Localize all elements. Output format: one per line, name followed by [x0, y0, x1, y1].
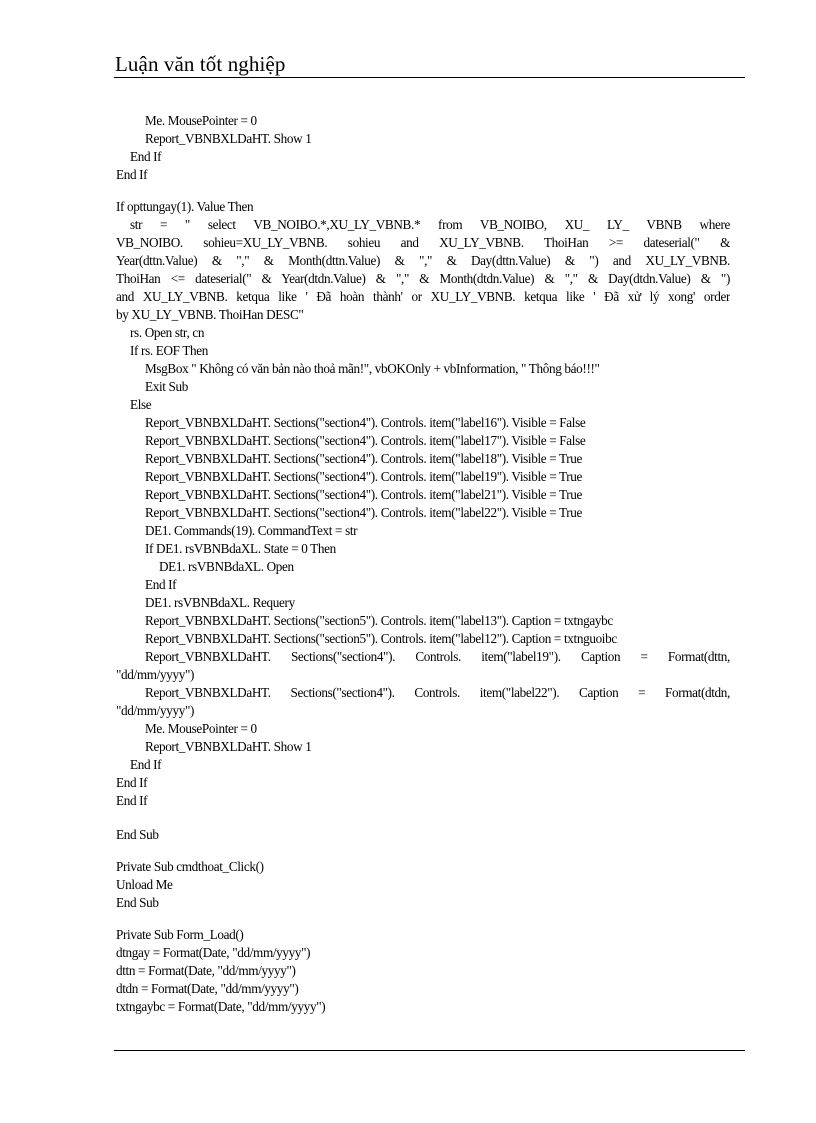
- code-line: End Sub: [116, 895, 159, 910]
- code-line: dttn = Format(Date, "dd/mm/yyyy"): [116, 963, 296, 978]
- code-line: Report_VBNBXLDaHT. Sections("section4"). Controls. item("label19"). Visible = True: [145, 469, 583, 484]
- code-line: Report_VBNBXLDaHT. Sections("section4"). Controls. item("label22"). Caption = Format(dtdn,: [145, 685, 730, 700]
- code-line: End If: [130, 149, 162, 164]
- code-line: Private Sub Form_Load(): [116, 927, 244, 942]
- code-line: End If: [116, 793, 148, 808]
- code-line: "dd/mm/yyyy"): [116, 703, 195, 718]
- code-line: Exit Sub: [145, 379, 188, 394]
- code-line: Report_VBNBXLDaHT. Show 1: [145, 131, 312, 146]
- code-line: End If: [130, 757, 162, 772]
- code-line: If DE1. rsVBNBdaXL. State = 0 Then: [145, 541, 336, 556]
- code-line: ThoiHan <= dateserial(" & Year(dtdn.Value) & "," & Month(dtdn.Value) & "," & Day(dtdn.Value) & "): [116, 271, 730, 286]
- code-line: End If: [116, 167, 148, 182]
- footer-divider: [114, 1050, 745, 1051]
- code-line: Report_VBNBXLDaHT. Sections("section5"). Controls. item("label12"). Caption = txtnguoibc: [145, 631, 617, 646]
- code-line: If opttungay(1). Value Then: [116, 199, 254, 214]
- code-line: and XU_LY_VBNB. ketqua like ' Đã hoàn thành' or XU_LY_VBNB. ketqua like ' Đã xử lý xong' order: [116, 289, 730, 304]
- code-line: If rs. EOF Then: [130, 343, 209, 358]
- code-line: rs. Open str, cn: [130, 325, 205, 340]
- code-line: End If: [116, 775, 148, 790]
- blank-line: [116, 810, 730, 826]
- code-line: Report_VBNBXLDaHT. Sections("section4"). Controls. item("label16"). Visible = False: [145, 415, 586, 430]
- code-line: Report_VBNBXLDaHT. Show 1: [145, 739, 312, 754]
- code-line: Private Sub cmdthoat_Click(): [116, 859, 264, 874]
- header-divider: [114, 77, 745, 78]
- page-header-title: Luận văn tốt nghiệp: [115, 52, 286, 76]
- code-line: Me. MousePointer = 0: [145, 721, 257, 736]
- code-line: dtngay = Format(Date, "dd/mm/yyyy"): [116, 945, 311, 960]
- blank-line: [116, 184, 730, 198]
- code-line: str = " select VB_NOIBO.*,XU_LY_VBNB.* from VB_NOIBO, XU_ LY_ VBNB where: [130, 217, 730, 232]
- code-line: MsgBox " Không có văn bản nào thoả mãn!", vbOKOnly + vbInformation, " Thông báo!!!": [145, 361, 600, 376]
- code-line: dtdn = Format(Date, "dd/mm/yyyy"): [116, 981, 299, 996]
- code-line: "dd/mm/yyyy"): [116, 667, 195, 682]
- code-line: Report_VBNBXLDaHT. Sections("section4"). Controls. item("label18"). Visible = True: [145, 451, 583, 466]
- code-line: End Sub: [116, 827, 159, 842]
- code-line: DE1. rsVBNBdaXL. Open: [159, 559, 294, 574]
- code-listing: [116, 112, 730, 1016]
- code-line: VB_NOIBO. sohieu=XU_LY_VBNB. sohieu and XU_LY_VBNB. ThoiHan >= dateserial(" &: [116, 235, 730, 250]
- code-line: DE1. Commands(19). CommandText = str: [145, 523, 358, 538]
- code-line: Report_VBNBXLDaHT. Sections("section4"). Controls. item("label17"). Visible = False: [145, 433, 586, 448]
- code-line: End If: [145, 577, 177, 592]
- code-line: Me. MousePointer = 0: [145, 113, 257, 128]
- code-line: txtngaybc = Format(Date, "dd/mm/yyyy"): [116, 999, 326, 1014]
- code-line: Report_VBNBXLDaHT. Sections("section4"). Controls. item("label19"). Caption = Format(dttn,: [145, 649, 730, 664]
- code-line: Report_VBNBXLDaHT. Sections("section4"). Controls. item("label22"). Visible = True: [145, 505, 583, 520]
- blank-line: [116, 844, 730, 858]
- code-line: DE1. rsVBNBdaXL. Requery: [145, 595, 295, 610]
- code-line: by XU_LY_VBNB. ThoiHan DESC": [116, 307, 304, 322]
- code-line: Report_VBNBXLDaHT. Sections("section5"). Controls. item("label13"). Caption = txtngaybc: [145, 613, 613, 628]
- blank-line: [116, 912, 730, 926]
- code-line: Report_VBNBXLDaHT. Sections("section4"). Controls. item("label21"). Visible = True: [145, 487, 583, 502]
- code-line: Else: [130, 397, 152, 412]
- code-line: Unload Me: [116, 877, 173, 892]
- code-line: Year(dttn.Value) & "," & Month(dttn.Value) & "," & Day(dttn.Value) & ") and XU_LY_VBNB.: [116, 253, 730, 268]
